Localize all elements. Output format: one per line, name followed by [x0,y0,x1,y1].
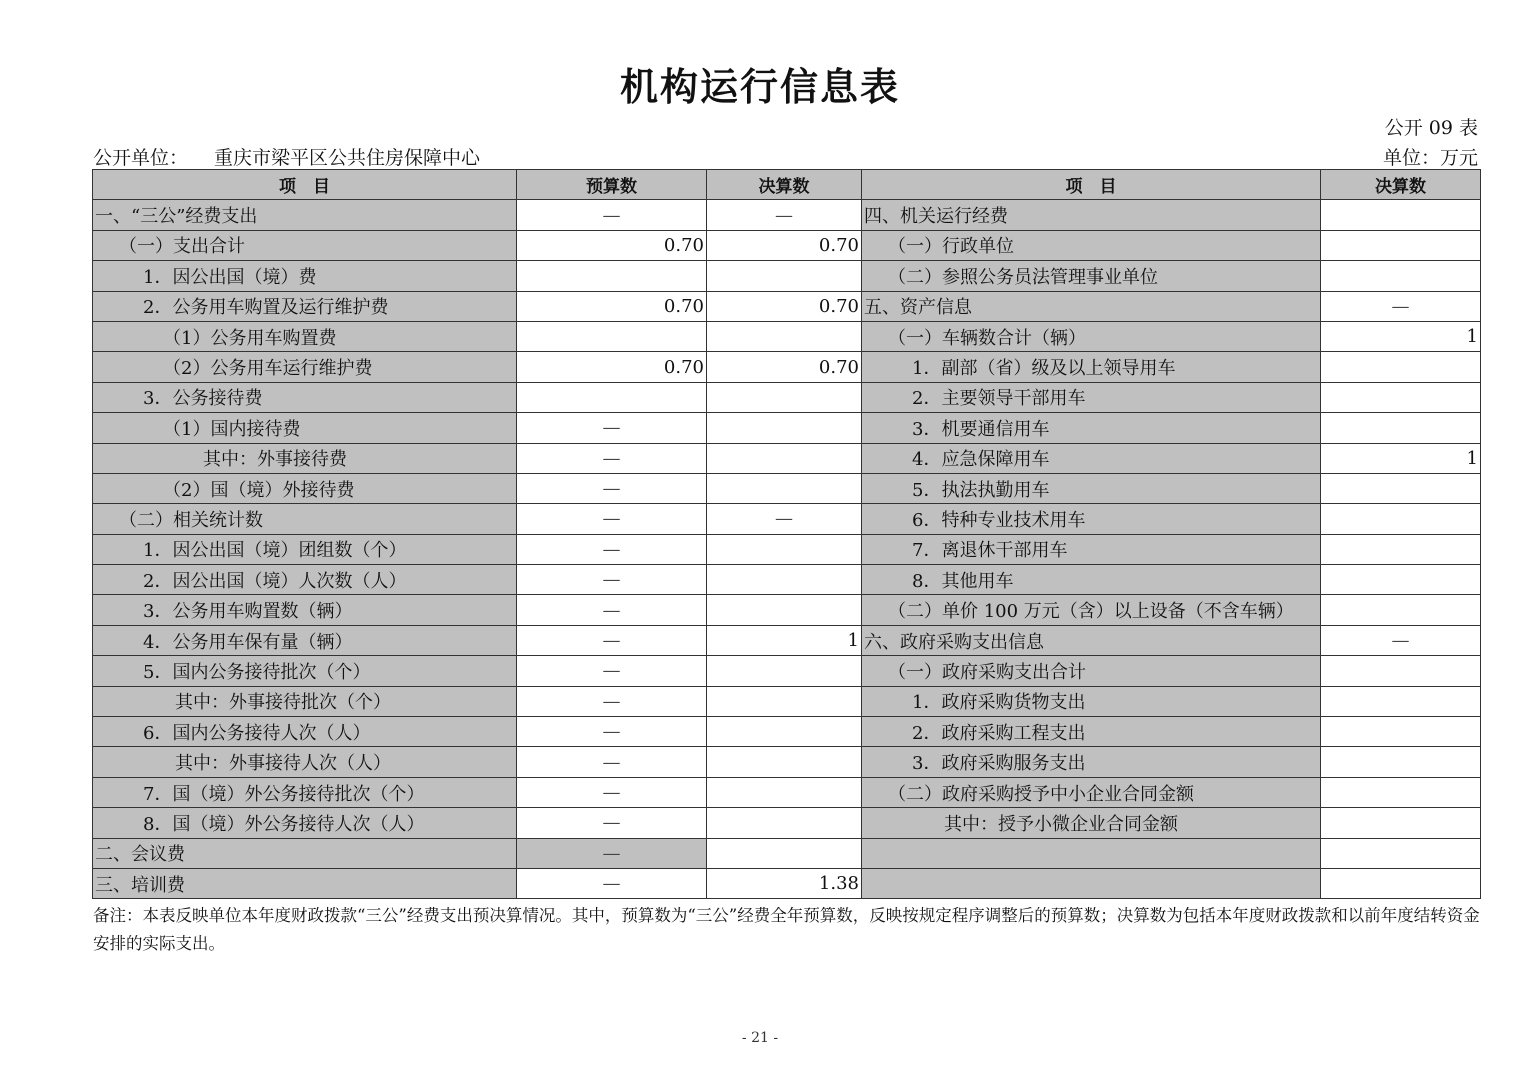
right-final-value: — [1321,291,1481,321]
table-row [93,686,1481,716]
form-number: 公开 09 表 [1384,117,1478,139]
left-item-label: （2）国（境）外接待费 [93,473,517,503]
budget-value: — [517,595,707,625]
table-row [93,777,1481,807]
right-final-value: — [1321,625,1481,655]
table-row [93,565,1481,595]
final-value [707,443,862,473]
right-item-label [862,868,1321,898]
table-row [93,656,1481,686]
final-value [707,686,862,716]
right-final-value [1321,230,1481,260]
right-item-label: （一）政府采购支出合计 [862,656,1321,686]
right-final-value [1321,200,1481,230]
table-row [93,717,1481,747]
left-item-label: 2．因公出国（境）人次数（人） [93,565,517,595]
final-value [707,473,862,503]
right-final-value [1321,808,1481,838]
final-value [707,838,862,868]
final-value [707,382,862,412]
left-item-label: 6．国内公务接待人次（人） [93,717,517,747]
left-item-label: 二、会议费 [93,838,517,868]
budget-value [517,261,707,291]
right-item-label: 5．执法执勤用车 [862,473,1321,503]
right-item-label: 4．应急保障用车 [862,443,1321,473]
right-final-value: 1 [1321,443,1481,473]
right-item-label: 8．其他用车 [862,565,1321,595]
final-value [707,717,862,747]
table-row [93,443,1481,473]
table-row [93,352,1481,382]
budget-value: 0.70 [517,230,707,260]
right-item-label: 7．离退休干部用车 [862,534,1321,564]
left-item-label: （一）支出合计 [93,230,517,260]
right-item-label: （一）车辆数合计（辆） [862,321,1321,351]
table-row [93,261,1481,291]
budget-value: — [517,200,707,230]
table-row [93,868,1481,898]
left-item-label: 4．公务用车保有量（辆） [93,625,517,655]
currency-unit: 单位：万元 [1382,147,1478,169]
table-row [93,200,1481,230]
right-item-label: 3．政府采购服务支出 [862,747,1321,777]
right-item-label: 五、资产信息 [862,291,1321,321]
table-row [93,838,1481,868]
left-item-label: （1）国内接待费 [93,413,517,443]
right-item-label: （二）参照公务员法管理事业单位 [862,261,1321,291]
left-item-label: （二）相关统计数 [93,504,517,534]
left-item-label: 其中：外事接待批次（个） [93,686,517,716]
table-row [93,321,1481,351]
right-final-value [1321,413,1481,443]
left-item-label: 1．因公出国（境）费 [93,261,517,291]
budget-value: — [517,717,707,747]
budget-value: — [517,473,707,503]
table-row [93,473,1481,503]
budget-value: — [517,808,707,838]
header-item-right: 项 目 [862,170,1321,200]
unit-name: 重庆市梁平区公共住房保障中心 [214,147,481,169]
budget-value: — [517,504,707,534]
table-row [93,534,1481,564]
right-item-label: （二）单价 100 万元（含）以上设备（不含车辆） [862,595,1321,625]
final-value [707,656,862,686]
table-row [93,382,1481,412]
table-row [93,291,1481,321]
left-item-label: 其中：外事接待费 [93,443,517,473]
right-item-label: 1．政府采购货物支出 [862,686,1321,716]
right-final-value [1321,473,1481,503]
table-body [93,200,1481,899]
budget-value [517,382,707,412]
left-item-label: 8．国（境）外公务接待人次（人） [93,808,517,838]
table-row [93,230,1481,260]
page-title: 机构运行信息表 [619,65,900,109]
final-value [707,321,862,351]
reporting-unit [93,143,480,170]
right-item-label: 2．主要领导干部用车 [862,382,1321,412]
final-value: 0.70 [707,230,862,260]
left-item-label: 其中：外事接待人次（人） [93,747,517,777]
right-item-label: （一）行政单位 [862,230,1321,260]
table-header-row [93,170,1481,200]
left-item-label: （2）公务用车运行维护费 [93,352,517,382]
final-value [707,595,862,625]
budget-value: — [517,443,707,473]
table-note: 备注：本表反映单位本年度财政拨款“三公”经费支出预决算情况。其中，预算数为“三公”经费全年预算数，反映按规定程序调整后的预算数；决算数为包括本年度财政拨款和以前年度结转资金安排的实际支出。 [93,906,1480,953]
final-value: 0.70 [707,291,862,321]
budget-value: — [517,777,707,807]
left-item-label: （1）公务用车购置费 [93,321,517,351]
right-item-label: 六、政府采购支出信息 [862,625,1321,655]
budget-value: — [517,868,707,898]
right-final-value [1321,747,1481,777]
final-value: — [707,504,862,534]
right-final-value [1321,868,1481,898]
right-item-label: 其中：授予小微企业合同金额 [862,808,1321,838]
final-value [707,747,862,777]
final-value [707,808,862,838]
right-final-value [1321,717,1481,747]
final-value: 1.38 [707,868,862,898]
right-final-value [1321,382,1481,412]
final-value [707,261,862,291]
left-item-label: 5．国内公务接待批次（个） [93,656,517,686]
right-item-label [862,838,1321,868]
right-final-value [1321,656,1481,686]
table-row [93,808,1481,838]
right-final-value [1321,595,1481,625]
left-item-label: 7．国（境）外公务接待批次（个） [93,777,517,807]
budget-value: — [517,565,707,595]
info-table [92,169,1481,899]
right-final-value [1321,261,1481,291]
header-budget: 预算数 [517,170,707,200]
budget-value: — [517,413,707,443]
page-number: - 21 - [741,1030,779,1046]
right-item-label: 四、机关运行经费 [862,200,1321,230]
budget-value: — [517,686,707,716]
table-row [93,625,1481,655]
left-item-label: 一、“三公”经费支出 [93,200,517,230]
left-item-label: 3．公务用车购置数（辆） [93,595,517,625]
budget-value: — [517,534,707,564]
final-value: — [707,200,862,230]
right-item-label: 1．副部（省）级及以上领导用车 [862,352,1321,382]
final-value: 1 [707,625,862,655]
right-item-label: （二）政府采购授予中小企业合同金额 [862,777,1321,807]
right-final-value [1321,504,1481,534]
left-item-label: 3．公务接待费 [93,382,517,412]
budget-value: — [517,838,707,868]
final-value [707,777,862,807]
right-final-value [1321,686,1481,716]
unit-label: 公开单位： [93,147,189,169]
header-final-right: 决算数 [1321,170,1481,200]
table-row [93,747,1481,777]
right-final-value [1321,777,1481,807]
table-row [93,413,1481,443]
table-row [93,595,1481,625]
table-row [93,504,1481,534]
budget-value: — [517,625,707,655]
header-item-left: 项 目 [93,170,517,200]
budget-value: — [517,656,707,686]
budget-value: 0.70 [517,291,707,321]
final-value [707,413,862,443]
budget-value: 0.70 [517,352,707,382]
final-value: 0.70 [707,352,862,382]
right-final-value [1321,838,1481,868]
right-item-label: 6．特种专业技术用车 [862,504,1321,534]
left-item-label: 1．因公出国（境）团组数（个） [93,534,517,564]
left-item-label: 2．公务用车购置及运行维护费 [93,291,517,321]
final-value [707,534,862,564]
right-final-value: 1 [1321,321,1481,351]
right-item-label: 3．机要通信用车 [862,413,1321,443]
header-final-left: 决算数 [707,170,862,200]
right-final-value [1321,565,1481,595]
final-value [707,565,862,595]
budget-value [517,321,707,351]
right-final-value [1321,534,1481,564]
right-item-label: 2．政府采购工程支出 [862,717,1321,747]
right-final-value [1321,352,1481,382]
left-item-label: 三、培训费 [93,868,517,898]
budget-value: — [517,747,707,777]
